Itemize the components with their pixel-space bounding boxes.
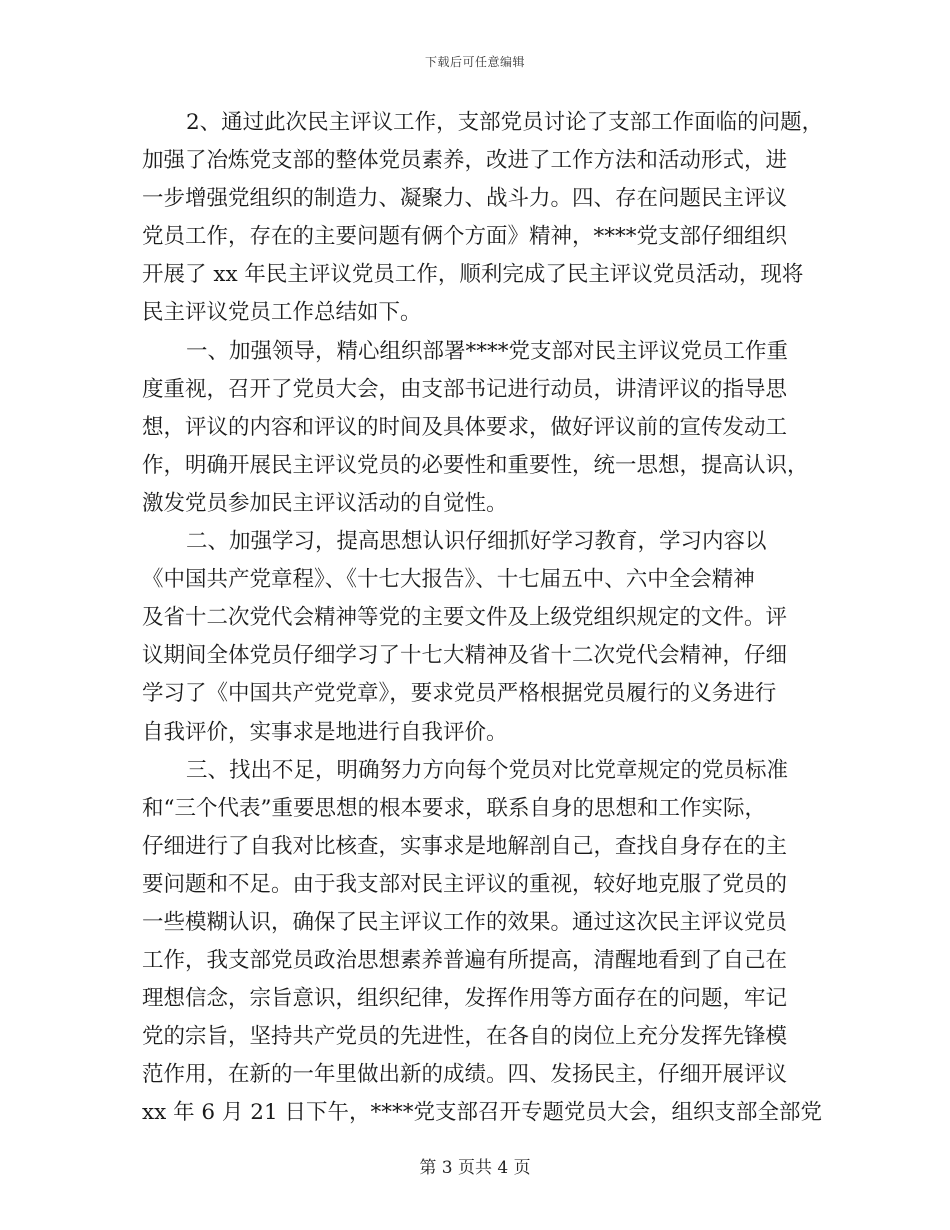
body-text [142, 104, 822, 1133]
text-line: xx 年 6 月 21 日下午，****党支部召开专题党员大会，组织支部全部党 [142, 1100, 822, 1126]
text-line: 范作用，在新的一年里做出新的成绩。四、发扬民主，仔细开展评议 [142, 1062, 788, 1088]
text-line: 2、通过此次民主评议工作，支部党员讨论了支部工作面临的问题， [186, 110, 824, 135]
text-line: 和“三个代表”重要思想的根本要求，联系自身的思想和工作实际， [142, 795, 766, 821]
text-line: 学习了《中国共产党党章》，要求党员严格根据党员履行的义务进行 [142, 681, 777, 707]
page-header: 下载后可任意编辑 [424, 55, 525, 69]
text-line: 议期间全体党员仔细学习了十七大精神及省十二次党代会精神，仔细 [142, 643, 788, 669]
text-line: 开展了 xx 年民主评议党员工作，顺利完成了民主评议党员活动，现将 [142, 262, 804, 288]
text-line: 度重视，召开了党员大会，由支部书记进行动员，讲清评议的指导思 [142, 376, 788, 402]
text-line: 一步增强党组织的制造力、凝聚力、战斗力。四、存在问题民主评议 [142, 186, 788, 212]
text-line: 三、找出不足，明确努力方向每个党员对比党章规定的党员标准 [186, 757, 789, 783]
text-line: 理想信念，宗旨意识，组织纪律，发挥作用等方面存在的问题，牢记 [142, 986, 788, 1012]
text-line: 激发党员参加民主评议活动的自觉性。 [142, 490, 508, 516]
text-line: 二、加强学习，提高思想认识仔细抓好学习教育，学习内容以 [186, 529, 767, 555]
text-line: 自我评价，实事求是地进行自我评价。 [142, 719, 508, 745]
text-line: 民主评议党员工作总结如下。 [142, 300, 422, 326]
text-line: 作，明确开展民主评议党员的必要性和重要性，统一思想，提高认识， [142, 452, 809, 478]
text-line: 工作，我支部党员政治思想素养普遍有所提高，清醒地看到了自己在 [142, 948, 788, 974]
text-line: 仔细进行了自我对比核查，实事求是地解剖自己，查找自身存在的主 [142, 833, 788, 859]
text-line: 要问题和不足。由于我支部对民主评议的重视，较好地克服了党员的 [142, 871, 788, 897]
text-line: 党的宗旨，坚持共产党员的先进性，在各自的岗位上充分发挥先锋模 [142, 1024, 788, 1050]
text-line: 一、加强领导，精心组织部署****党支部对民主评议党员工作重 [186, 338, 789, 364]
page-number: 第 3 页共 4 页 [419, 1158, 531, 1178]
text-line: 《中国共产党章程》、《十七大报告》、十七届五中、六中全会精神 [142, 567, 755, 593]
text-line: 一些模糊认识，确保了民主评议工作的效果。通过这次民主评议党员 [142, 909, 788, 935]
text-line: 加强了冶炼党支部的整体党员素养，改进了工作方法和活动形式，进 [142, 148, 788, 174]
text-line: 想，评议的内容和评议的时间及具体要求，做好评议前的宣传发动工 [142, 414, 788, 440]
text-line: 及省十二次党代会精神等党的主要文件及上级党组织规定的文件。评 [142, 605, 788, 631]
text-line: 党员工作，存在的主要问题有俩个方面》精神，****党支部仔细组织 [142, 224, 788, 250]
